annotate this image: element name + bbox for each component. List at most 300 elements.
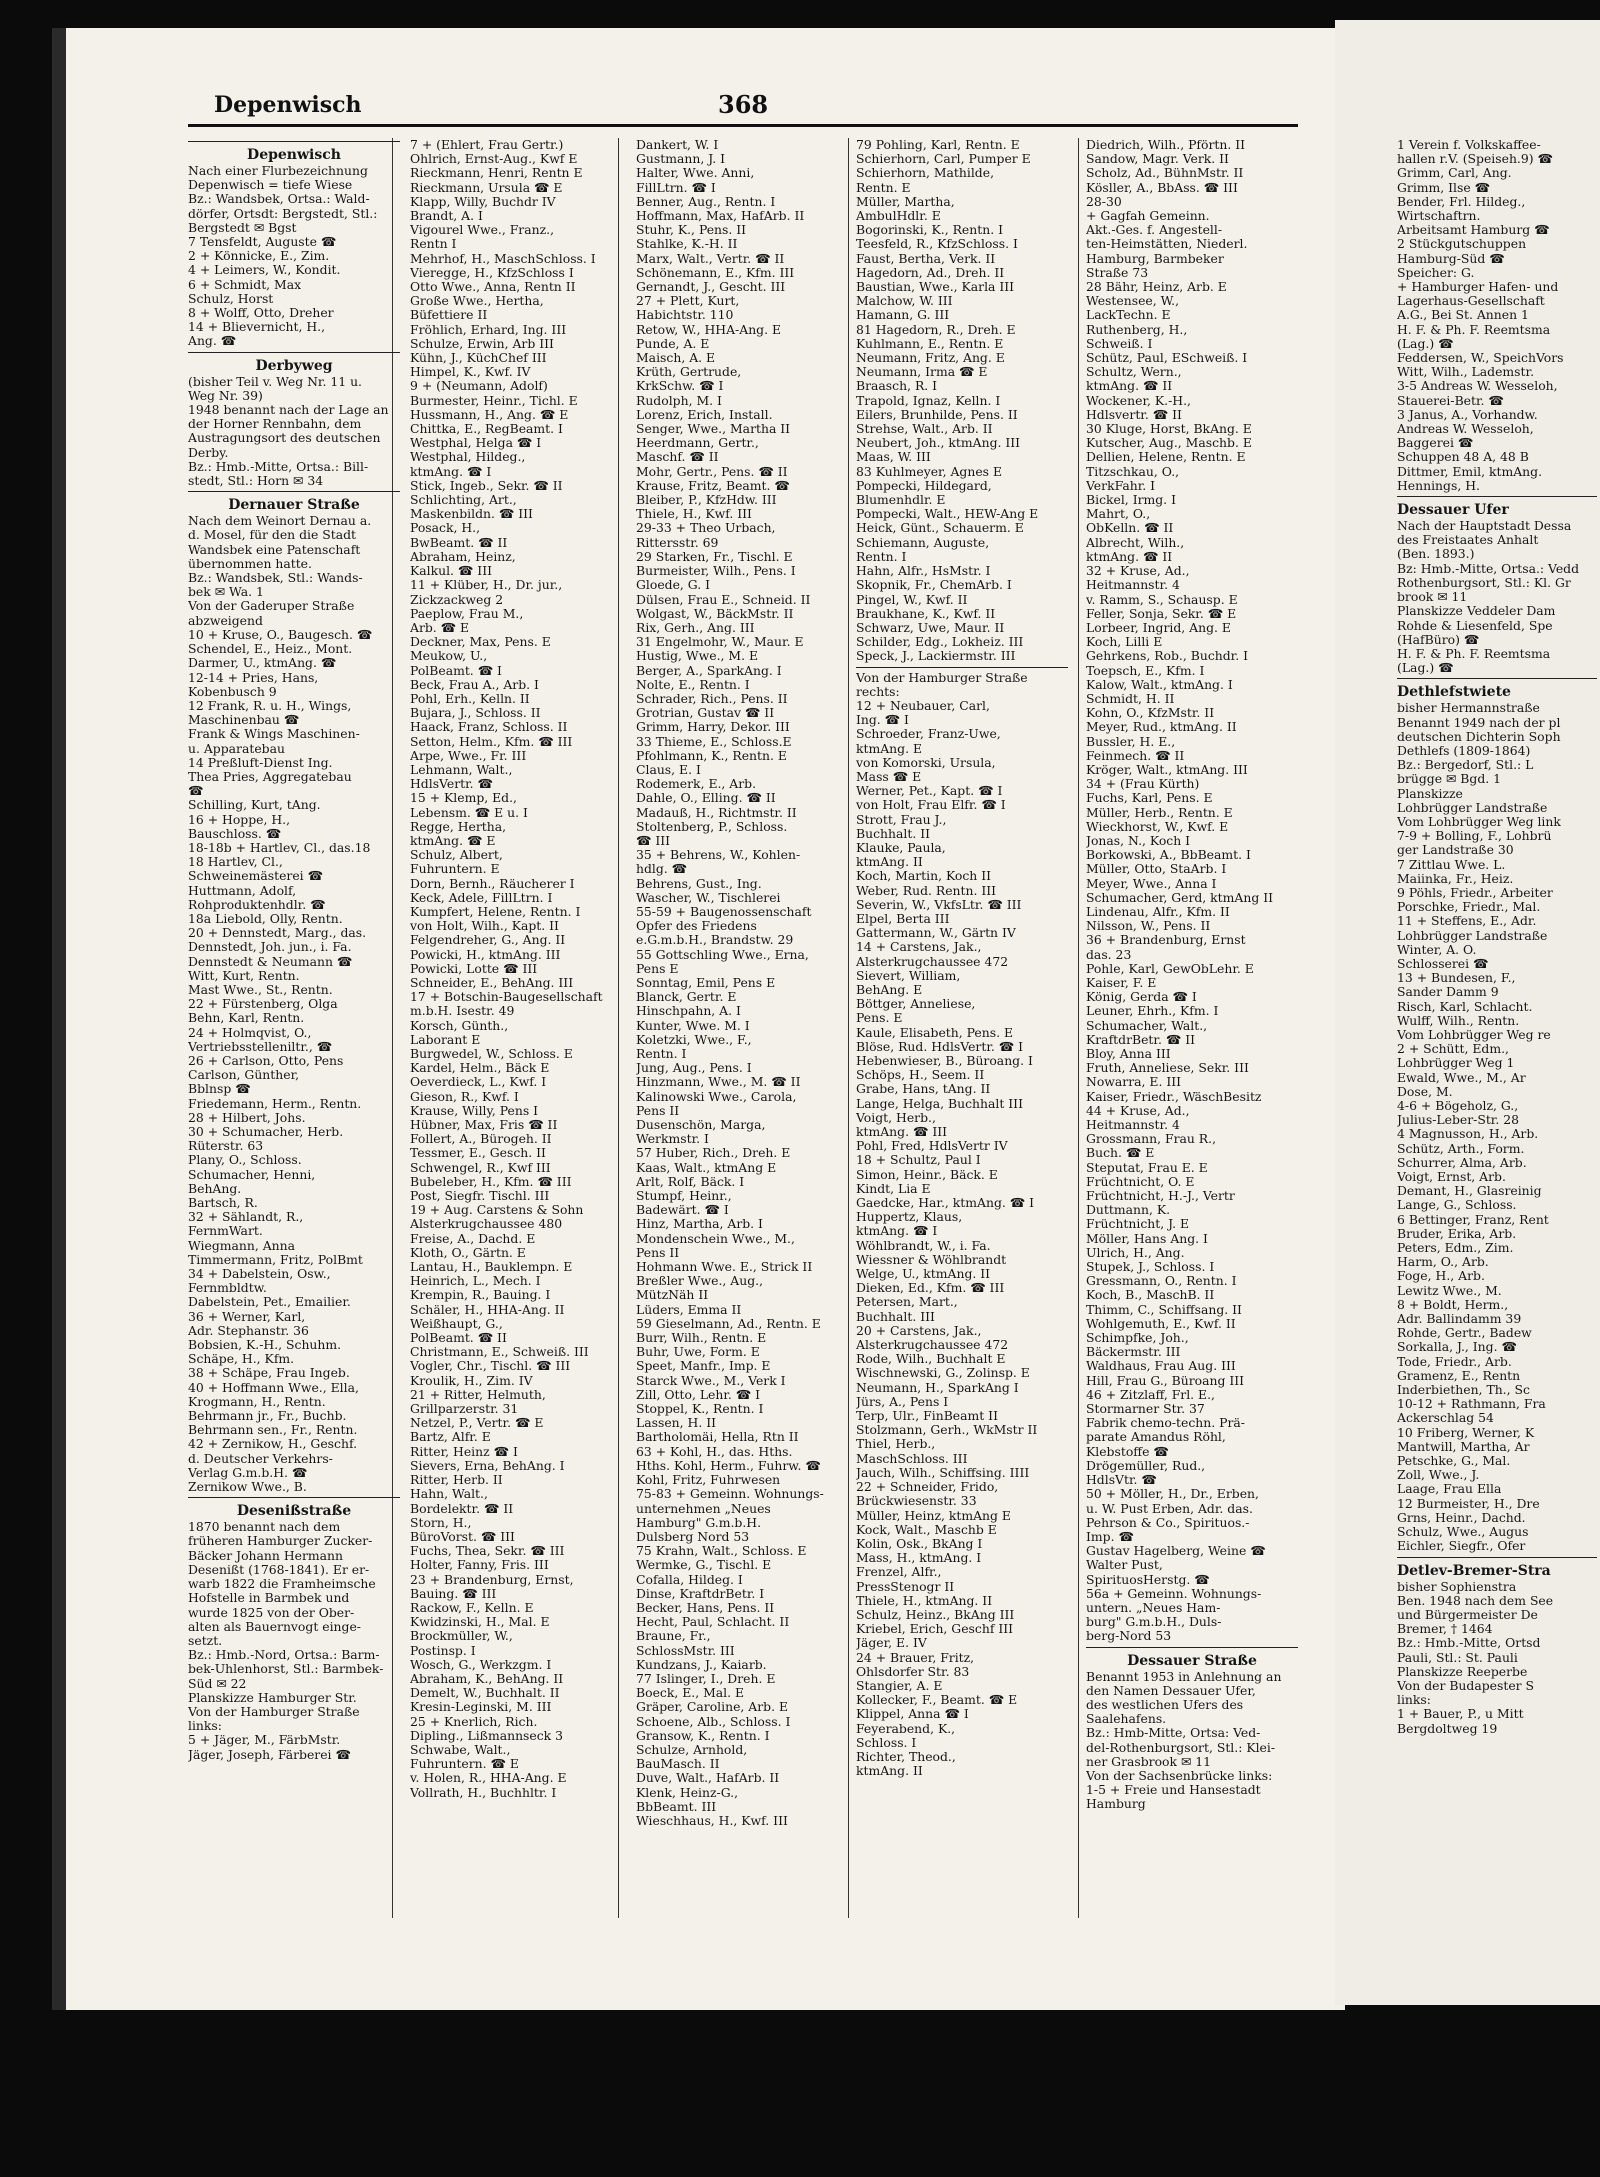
entry-line: Leuner, Ehrh., Kfm. I <box>1086 1004 1219 1019</box>
entry-line: 1 Verein f. Volkskaffee- <box>1397 138 1541 152</box>
entry-line: Wohlgemuth, E., Kwf. II <box>1086 1316 1236 1331</box>
entry-line: Depenwisch = tiefe Wiese <box>188 178 353 193</box>
entry-line: 40 + Hoffmann Wwe., Ella, <box>188 1380 359 1395</box>
entry-line: Schöps, H., Seem. II <box>856 1068 985 1083</box>
entry-line: Schulz, Heinz., BkAng III <box>856 1607 1015 1622</box>
entry-line: Ing. ☎ I <box>856 713 909 728</box>
entry-line: Schulz, Wwe., Augus <box>1397 1525 1529 1540</box>
entry-line: Wandsbek eine Patenschaft <box>188 542 361 557</box>
entry-line: Braasch, R. I <box>856 379 938 394</box>
entry-line: Behn, Karl, Rentn. <box>188 1011 305 1026</box>
entry-line: Pens. E <box>856 1011 903 1026</box>
entry-line: FillLtrn. ☎ I <box>636 180 716 195</box>
entry-line: Hecht, Paul, Schlacht. II <box>636 1615 790 1630</box>
entry-line: Fuchs, Thea, Sekr. ☎ III <box>410 1544 565 1559</box>
entry-line: LackTechn. E <box>1086 308 1171 323</box>
entry-line: Zickzackweg 2 <box>410 592 504 607</box>
entry-line: ☎ III <box>636 833 671 848</box>
entry-line: Stangier, A. E <box>856 1678 943 1693</box>
entry-line: Fernmbldtw. <box>188 1281 267 1296</box>
entry-line: Grillparzerstr. 31 <box>410 1402 519 1417</box>
entry-line: Bblnsp ☎ <box>188 1082 251 1097</box>
entry-line: Krempin, R., Bauing. I <box>410 1288 551 1303</box>
entry-line: Koletzki, Wwe., F., <box>636 1032 752 1047</box>
entry-line: 11 + Klüber, H., Dr. jur., <box>410 578 563 593</box>
entry-line: 63 + Kohl, H., das. Hths. <box>636 1444 793 1459</box>
entry-line: m.b.H. Isestr. 49 <box>410 1004 515 1019</box>
entry-line: Bz.: Wandsbek, Stl.: Wands- <box>188 571 363 586</box>
entry-line: Grabe, Hans, tAng. II <box>856 1082 991 1097</box>
entry-line: Vigourel Wwe., Franz., <box>410 223 555 238</box>
entry-line: Pompecki, Hildegard, <box>856 478 992 493</box>
entry-line: Bz.: Hmb.-Nord, Ortsa.: Barm- <box>188 1648 380 1663</box>
entry-line: 9 Pöhls, Friedr., Arbeiter <box>1397 885 1553 900</box>
entry-line: Feller, Sonja, Sekr. ☎ E <box>1086 606 1237 621</box>
entry-line: 24 + Brauer, Fritz, <box>856 1650 975 1665</box>
entry-line: MützNäh II <box>636 1288 709 1303</box>
entry-line: wurde 1825 von der Ober- <box>188 1605 355 1620</box>
entry-line: Neumann, Irma ☎ E <box>856 365 988 380</box>
entry-line: Lüders, Emma II <box>636 1302 742 1317</box>
entry-line: Brückwiesenstr. 33 <box>856 1494 977 1509</box>
entry-line: 34 + Dabelstein, Osw., <box>188 1267 331 1282</box>
entry-line: Kohl, Fritz, Fuhrwesen <box>636 1473 781 1488</box>
entry-line: Eilers, Brunhilde, Pens. II <box>856 407 1018 422</box>
entry-line: von Komorski, Ursula, <box>856 755 996 770</box>
entry-line: Bauschloss. ☎ <box>188 826 282 841</box>
entry-line: 14 Preßluft-Dienst Ing. <box>188 755 333 770</box>
entry-line: Powicki, H., ktmAng. III <box>410 947 561 962</box>
entry-line: BehAng. <box>188 1181 242 1196</box>
entry-line: Witt, Kurt, Rentn. <box>188 968 300 983</box>
entry-line: Scholz, Ad., BühnMstr. II <box>1086 166 1244 181</box>
entry-line: (Ben. 1893.) <box>1397 547 1475 562</box>
entry-line: burg" G.m.b.H., Duls- <box>1086 1615 1222 1630</box>
entry-line: Schurrer, Alma, Arb. <box>1397 1155 1527 1170</box>
entry-line: Freise, A., Dachd. E <box>410 1231 536 1246</box>
entry-line: Baggerei ☎ <box>1397 436 1474 451</box>
entry-line: Schiemann, Auguste, <box>856 535 990 550</box>
entry-line: untern. „Neues Ham- <box>1086 1600 1221 1615</box>
entry-line: Hdlsvertr. ☎ II <box>1086 407 1182 422</box>
entry-line: hallen r.V. (Speiseh.9) ☎ <box>1397 152 1553 167</box>
entry-line: Laage, Frau Ella <box>1397 1482 1502 1497</box>
entry-line: Tessmer, E., Gesch. II <box>410 1146 546 1161</box>
entry-line: Alsterkrugchaussee 472 <box>856 1338 1009 1353</box>
entry-line: 18-18b + Hartlev, Cl., das.18 <box>188 840 371 855</box>
entry-line: BüroVorst. ☎ III <box>410 1529 515 1544</box>
entry-line: Frenzel, Alfr., <box>856 1565 942 1580</box>
entry-line: Sandow, Magr. Verk. II <box>1086 152 1229 167</box>
entry-line: Rackow, F., Kelln. E <box>410 1600 534 1615</box>
entry-line: Von der Hamburger Straße <box>856 670 1028 685</box>
entry-line: Buchhalt. III <box>856 1309 935 1324</box>
entry-line: das. 23 <box>1086 947 1132 962</box>
entry-line: Neubert, Joh., ktmAng. III <box>856 436 1021 451</box>
entry-line: 12 Burmeister, H., Dre <box>1397 1496 1540 1511</box>
entry-line: Rothenburgsort, Stl.: Kl. Gr <box>1397 575 1571 590</box>
entry-line: Wascher, W., Tischlerei <box>636 890 781 905</box>
entry-line: 32 + Sählandt, R., <box>188 1210 304 1225</box>
entry-line: PolBeamt. ☎ I <box>410 663 502 678</box>
entry-line: Lantau, H., Bauklempn. E <box>410 1260 573 1275</box>
entry-line: Trapold, Ignaz, Kelln. I <box>856 393 1001 408</box>
entry-line: Dipling., Lißmannseck 3 <box>410 1728 564 1743</box>
entry-line: SchlossMstr. III <box>636 1643 735 1658</box>
entry-line: 2 Stückgutschuppen <box>1397 237 1527 252</box>
entry-line: Bäcker Johann Hermann <box>188 1548 343 1563</box>
entry-line: übernommen hatte. <box>188 556 312 571</box>
entry-line: Mahrt, O., <box>1086 507 1151 522</box>
entry-line: Dorn, Bernh., Räucherer I <box>410 876 575 891</box>
entry-line: Setton, Helm., Kfm. ☎ III <box>410 734 573 749</box>
entry-line: Rohde & Liesenfeld, Spe <box>1397 618 1553 633</box>
entry-line: des westlichen Ufers des <box>1086 1697 1244 1712</box>
entry-line: ktmAng. ☎ II <box>1086 549 1173 564</box>
entry-line: Stolzmann, Gerh., WkMstr II <box>856 1423 1038 1438</box>
entry-line: Arbeitsamt Hamburg ☎ <box>1397 223 1550 238</box>
entry-line: 4 + Leimers, W., Kondit. <box>188 263 341 278</box>
entry-line: Lohbrügger Landstraße <box>1397 800 1548 815</box>
entry-line: Buch. ☎ E <box>1086 1146 1155 1161</box>
entry-line: und Bürgermeister De <box>1397 1607 1538 1622</box>
entry-line: Bergstedt ✉ Bgst <box>188 220 297 235</box>
entry-line: Jonas, N., Koch I <box>1086 833 1191 848</box>
entry-line: Schumacher, Gerd, ktmAng II <box>1086 890 1274 905</box>
entry-line: Wöhlbrandt, W., i. Fa. <box>856 1238 991 1253</box>
section-rule <box>856 667 1068 668</box>
entry-line: 12 + Neubauer, Carl, <box>856 698 990 713</box>
entry-line: 3 Janus, A., Vorhandw. <box>1397 407 1538 422</box>
entry-line: 7 Zittlau Wwe. L. <box>1397 857 1506 872</box>
entry-line: BwBeamt. ☎ II <box>410 535 508 550</box>
entry-line: 29 Starken, Fr., Tischl. E <box>636 549 793 564</box>
entry-line: Bz.: Hmb-Mitte, Ortsa: Ved- <box>1086 1726 1261 1741</box>
entry-line: Nolte, E., Rentn. I <box>636 677 750 692</box>
entry-line: Voigt, Herb., <box>856 1110 936 1125</box>
entry-line: Rentn. I <box>856 549 907 564</box>
entry-line: MaschSchloss. III <box>856 1451 968 1466</box>
entry-line: Huppertz, Klaus, <box>856 1210 963 1225</box>
entry-line: 83 Kuhlmeyer, Agnes E <box>856 464 1003 479</box>
entry-line: Dankert, W. I <box>636 138 719 152</box>
entry-line: Duttmann, K. <box>1086 1203 1171 1218</box>
entry-line: Schloss. I <box>856 1735 917 1750</box>
entry-line: Schwengel, R., Kwf III <box>410 1160 551 1175</box>
entry-line: Netzel, P., Vertr. ☎ E <box>410 1416 544 1431</box>
entry-line: Schumacher, Walt., <box>1086 1018 1208 1033</box>
entry-line: Rohproduktenhdlr. ☎ <box>188 897 326 912</box>
entry-line: Lohbrügger Weg 1 <box>1397 1056 1515 1071</box>
entry-line: Bickel, Irmg. I <box>1086 493 1176 508</box>
entry-line: Hustig, Wwe., M. E <box>636 649 758 664</box>
entry-line: Gernandt, J., Gescht. III <box>636 280 786 295</box>
entry-line: Rieckmann, Henri, Rentn E <box>410 166 583 181</box>
entry-line: Nach der Hauptstadt Dessa <box>1397 519 1572 534</box>
entry-line: Brandt, A. I <box>410 209 483 224</box>
entry-line: 10-12 + Rathmann, Fra <box>1397 1397 1546 1412</box>
entry-line: u. Apparatebau <box>188 741 285 756</box>
entry-line: alten als Bauernvogt einge- <box>188 1619 361 1634</box>
entry-line: Meukow, U., <box>410 649 488 664</box>
entry-line: Schumacher, Henni, <box>188 1167 316 1182</box>
entry-line: + Gagfah Gemeinn. <box>1086 209 1210 224</box>
entry-line: Chittka, E., RegBeamt. I <box>410 422 563 437</box>
entry-line: ObKelln. ☎ II <box>1086 521 1174 536</box>
entry-line: Dabelstein, Pet., Emailier. <box>188 1295 351 1310</box>
entry-line: Lewitz Wwe., M. <box>1397 1283 1502 1298</box>
entry-line: Braune, Fr., <box>636 1629 711 1644</box>
entry-line: Mass, H., ktmAng. I <box>856 1551 982 1566</box>
entry-line: Fuhruntern. ☎ E <box>410 1757 519 1772</box>
entry-line: Wieckhorst, W., Kwf. E <box>1086 819 1229 834</box>
entry-line: Paeplow, Frau M., <box>410 606 524 621</box>
entry-line: Stuhr, K., Pens. II <box>636 223 747 238</box>
entry-line: PolBeamt. ☎ II <box>410 1331 507 1346</box>
entry-line: Lorenz, Erich, Install. <box>636 407 773 422</box>
entry-line: Hübner, Max, Fris ☎ II <box>410 1118 558 1133</box>
entry-line: Cofalla, Hildeg. I <box>636 1572 743 1587</box>
entry-line: Jung, Aug., Pens. I <box>636 1061 752 1076</box>
entry-line: Hinz, Martha, Arb. I <box>636 1217 763 1232</box>
entry-line: Walter Pust, <box>1086 1558 1163 1573</box>
entry-line: Hussmann, H., Ang. ☎ E <box>410 407 569 422</box>
entry-line: ktmAng. ☎ II <box>1086 379 1173 394</box>
entry-line: Jäger, Joseph, Färberei ☎ <box>188 1747 351 1762</box>
entry-line: Schneider, E., BehAng. III <box>410 975 574 990</box>
entry-line: Welge, U., ktmAng. II <box>856 1267 991 1282</box>
entry-line: Dusenschön, Marga, <box>636 1118 766 1133</box>
entry-line: Timmermann, Fritz, PolBmt <box>188 1252 363 1267</box>
entry-line: Bartholomäi, Hella, Rtn II <box>636 1430 799 1445</box>
entry-line: Alsterkrugchaussee 480 <box>410 1217 563 1232</box>
entry-line: Schweinemästerei ☎ <box>188 869 324 884</box>
entry-line: Blumenhdlr. E <box>856 493 946 508</box>
entry-line: Terp, Ulr., FinBeamt II <box>856 1409 998 1424</box>
entry-line: Storn, H., <box>410 1515 472 1530</box>
entry-line: Hahn, Alfr., HsMstr. I <box>856 564 991 579</box>
entry-line: Fabrik chemo-techn. Prä- <box>1086 1416 1245 1431</box>
entry-line: Waldhaus, Frau Aug. III <box>1086 1359 1236 1374</box>
entry-line: Ritter, Herb. II <box>410 1473 503 1488</box>
entry-line: Darmer, U., ktmAng. ☎ <box>188 656 337 671</box>
entry-line: Behrens, Gust., Ing. <box>636 876 762 891</box>
entry-line: dörfer, Ortsdt: Bergstedt, Stl.: <box>188 206 378 221</box>
entry-line: Frank & Wings Maschinen- <box>188 727 360 742</box>
entry-line: e.G.m.b.H., Brandstw. 29 <box>636 933 794 948</box>
entry-line: Kindt, Lia E <box>856 1181 931 1196</box>
entry-line: Klebstoffe ☎ <box>1086 1444 1169 1459</box>
entry-line: Stormarner Str. 37 <box>1086 1402 1205 1417</box>
entry-line: Sievers, Erna, BehAng. I <box>410 1458 565 1473</box>
entry-line: 11 + Steffens, E., Adr. <box>1397 914 1537 929</box>
entry-line: Madauß, H., Richtmstr. II <box>636 805 797 820</box>
entry-line: Rieckmann, Ursula ☎ E <box>410 180 563 195</box>
entry-line: Badewärt. ☎ I <box>636 1203 729 1218</box>
entry-line: Claus, E. I <box>636 762 701 777</box>
entry-line: Feddersen, W., SpeichVors <box>1397 351 1564 366</box>
section-rule <box>1397 678 1597 679</box>
entry-line: Porschke, Friedr., Mal. <box>1397 900 1541 915</box>
entry-line: Post, Siegfr. Tischl. III <box>410 1189 550 1204</box>
section-rule <box>188 352 400 353</box>
entry-line: Nach dem Weinort Dernau a. <box>188 514 372 529</box>
entry-line: Meyer, Wwe., Anna I <box>1086 876 1217 891</box>
entry-line: Risch, Karl, Schlacht. <box>1397 999 1533 1014</box>
entry-line: Vom Lohbrügger Weg link <box>1397 814 1561 829</box>
entry-line: Thiele, H., ktmAng. II <box>856 1593 993 1608</box>
entry-line: 46 + Zitzlaff, Frl. E., <box>1086 1387 1215 1402</box>
entry-line: 50 + Möller, H., Dr., Erben, <box>1086 1487 1259 1502</box>
entry-line: Powicki, Lotte ☎ III <box>410 961 538 976</box>
entry-line: Mass ☎ E <box>856 769 922 784</box>
entry-line: 29-33 + Theo Urbach, <box>636 521 776 536</box>
entry-line: deutschen Dichterin Soph <box>1397 729 1561 744</box>
entry-line: 1948 benannt nach der Lage an <box>188 403 389 418</box>
entry-line: Titzschkau, O., <box>1086 464 1180 479</box>
entry-line: Neumann, H., SparkAng I <box>856 1380 1019 1395</box>
entry-line: Schweiß. I <box>1086 336 1153 351</box>
entry-line: bisher Hermannstraße <box>1397 701 1540 716</box>
entry-line: 33 Thieme, E., Schloss.E <box>636 734 792 749</box>
entry-line: Laborant E <box>410 1032 481 1047</box>
entry-line: Koch, Lilli E <box>1086 635 1163 650</box>
entry-line: Rentn. E <box>856 180 911 195</box>
entry-line: (bisher Teil v. Weg Nr. 11 u. <box>188 374 362 389</box>
entry-line: Hebenwieser, B., Büroang. I <box>856 1054 1033 1068</box>
entry-line: Akt.-Ges. f. Angestell- <box>1086 223 1223 238</box>
entry-line: Adr. Stephanstr. 36 <box>188 1323 309 1338</box>
entry-line: Peters, Edm., Zim. <box>1397 1241 1514 1256</box>
entry-line: Opfer des Friedens <box>636 919 757 934</box>
page-number: 368 <box>718 90 769 119</box>
entry-line: Pfohlmann, K., Rentn. E <box>636 748 787 763</box>
entry-line: Rudolph, M. I <box>636 393 722 408</box>
entry-line: brügge ✉ Bgd. 1 <box>1397 772 1502 787</box>
entry-line: Werkmstr. I <box>636 1132 709 1147</box>
entry-line: Kösller, A., BbAss. ☎ III <box>1086 180 1238 195</box>
entry-line: Stahlke, K.-H. II <box>636 237 738 252</box>
entry-line: Pehrson & Co., Spirituos.- <box>1086 1515 1250 1530</box>
entry-line: Fuhruntern. E <box>410 862 500 877</box>
entry-line: 36 + Brandenburg, Ernst <box>1086 933 1246 948</box>
entry-line: Bremer, † 1464 <box>1397 1622 1493 1637</box>
entry-line: Kuhlmann, E., Rentn. E <box>856 336 1004 351</box>
entry-line: Hill, Frau G., Büroang III <box>1086 1373 1245 1388</box>
entry-line: (Lag.) ☎ <box>1397 661 1454 676</box>
entry-line: Elpel, Berta III <box>856 911 950 926</box>
entry-line: Burgwedel, W., Schloss. E <box>410 1047 573 1061</box>
entry-line: Thiele, H., Kwf. III <box>636 507 752 522</box>
entry-line: Westphal, Hildeg., <box>410 450 526 465</box>
entry-line: Krause, Willy, Pens I <box>410 1103 539 1118</box>
page-edge <box>52 28 66 2010</box>
entry-line: Hamburg" G.m.b.H. <box>636 1515 762 1530</box>
entry-line: 7 + (Ehlert, Frau Gertr.) <box>410 138 564 152</box>
entry-line: HdlsVertr. ☎ <box>410 777 493 792</box>
entry-line: Punde, A. E <box>636 336 710 351</box>
entry-line: Duve, Walt., HafArb. II <box>636 1771 780 1786</box>
entry-line: Arb. ☎ E <box>410 620 470 635</box>
entry-line: Baustian, Wwe., Karla III <box>856 280 1015 295</box>
entry-line: Senger, Wwe., Martha II <box>636 422 791 437</box>
street-heading: Detlev-Bremer-Stra <box>1397 1562 1551 1579</box>
entry-line: Hamburg-Süd ☎ <box>1397 251 1505 266</box>
entry-line: links: <box>188 1719 222 1734</box>
entry-line: 25 + Knerlich, Rich. <box>410 1714 538 1729</box>
entry-line: Posack, H., <box>410 521 481 536</box>
entry-line: Speet, Manfr., Imp. E <box>636 1359 771 1374</box>
entry-line: Hinschpahn, A. I <box>636 1004 741 1019</box>
entry-line: Kwidzinski, H., Mal. E <box>410 1615 550 1630</box>
entry-line: ktmAng. ☎ III <box>856 1125 948 1140</box>
page-header <box>188 86 1298 127</box>
entry-line: 34 + (Frau Kürth) <box>1086 777 1200 792</box>
directory-column-2 <box>410 138 622 1800</box>
entry-line: Bobsien, K.-H., Schuhm. <box>188 1338 342 1353</box>
entry-line: Werner, Pet., Kapt. ☎ I <box>856 784 1003 799</box>
entry-line: Hamburg, Barmbeker <box>1086 251 1224 266</box>
entry-line: Breßler Wwe., Aug., <box>636 1274 764 1289</box>
entry-line: Gloede, G. I <box>636 578 711 593</box>
entry-line: 15 + Klemp, Ed., <box>410 791 517 806</box>
entry-line: Stick, Ingeb., Sekr. ☎ II <box>410 478 563 493</box>
entry-line: Klippel, Anna ☎ I <box>856 1707 969 1722</box>
entry-line: Schütz, Paul, ESchweiß. I <box>1086 351 1248 366</box>
entry-line: Bogorinski, K., Rentn. I <box>856 223 1003 238</box>
entry-line: 4 Magnusson, H., Arb. <box>1397 1127 1539 1142</box>
entry-line: Faust, Bertha, Verk. II <box>856 251 996 266</box>
entry-line: 32 + Kruse, Ad., <box>1086 564 1190 579</box>
entry-line: 1 + Bauer, P., u Mitt <box>1397 1707 1524 1722</box>
entry-line: Hennings, H. <box>1397 478 1480 493</box>
entry-line: Friedemann, Herm., Rentn. <box>188 1096 362 1111</box>
entry-line: Meyer, Rud., ktmAng. II <box>1086 720 1237 735</box>
entry-line: Speicher: G. <box>1397 265 1475 280</box>
entry-line: Dülsen, Frau E., Schneid. II <box>636 592 811 607</box>
entry-line: Carlson, Günther, <box>188 1068 300 1083</box>
entry-line: Rittersstr. 69 <box>636 535 719 550</box>
entry-line: Becker, Hans, Pens. II <box>636 1600 775 1615</box>
entry-line: BehAng. E <box>856 982 923 997</box>
entry-line: Stoppel, K., Rentn. I <box>636 1402 764 1417</box>
entry-line: Kaas, Walt., ktmAng E <box>636 1160 777 1175</box>
entry-line: Malchow, W. III <box>856 294 953 309</box>
entry-line: Pohle, Karl, GewObLehr. E <box>1086 961 1254 976</box>
entry-line: Schilling, Kurt, tAng. <box>188 798 321 813</box>
entry-line: Heerdmann, Gertr., <box>636 436 759 451</box>
entry-line: Schilder, Edg., Lokheiz. III <box>856 635 1024 650</box>
entry-line: Burmeister, Wilh., Pens. I <box>636 564 796 579</box>
entry-line: 28 + Hilbert, Johs. <box>188 1110 306 1125</box>
entry-line: Bäckermstr. III <box>1086 1345 1181 1360</box>
entry-line: Kroulik, H., Zim. IV <box>410 1373 533 1388</box>
entry-line: Bz.: Wandsbek, Ortsa.: Wald- <box>188 192 370 207</box>
entry-line: Gaedcke, Har., ktmAng. ☎ I <box>856 1196 1035 1211</box>
entry-line: Bauing. ☎ III <box>410 1586 497 1601</box>
entry-line: Steputat, Frau E. E <box>1086 1160 1208 1175</box>
entry-line: Sorkalla, J., Ing. ☎ <box>1397 1340 1517 1355</box>
entry-line: Maiinka, Fr., Heiz. <box>1397 871 1514 886</box>
entry-line: Heitmannstr. 4 <box>1086 578 1180 593</box>
entry-line: Lorbeer, Ingrid, Ang. E <box>1086 620 1231 635</box>
entry-line: 13 + Bundesen, F., <box>1397 971 1516 986</box>
entry-line: Ackerschlag 54 <box>1397 1411 1494 1426</box>
entry-line: Keck, Adele, FillLtrn. I <box>410 890 553 905</box>
entry-line: PressStenogr II <box>856 1579 955 1594</box>
entry-line: 42 + Zernikow, H., Geschf. <box>188 1437 358 1452</box>
entry-line: Grossmann, Frau R., <box>1086 1132 1217 1147</box>
